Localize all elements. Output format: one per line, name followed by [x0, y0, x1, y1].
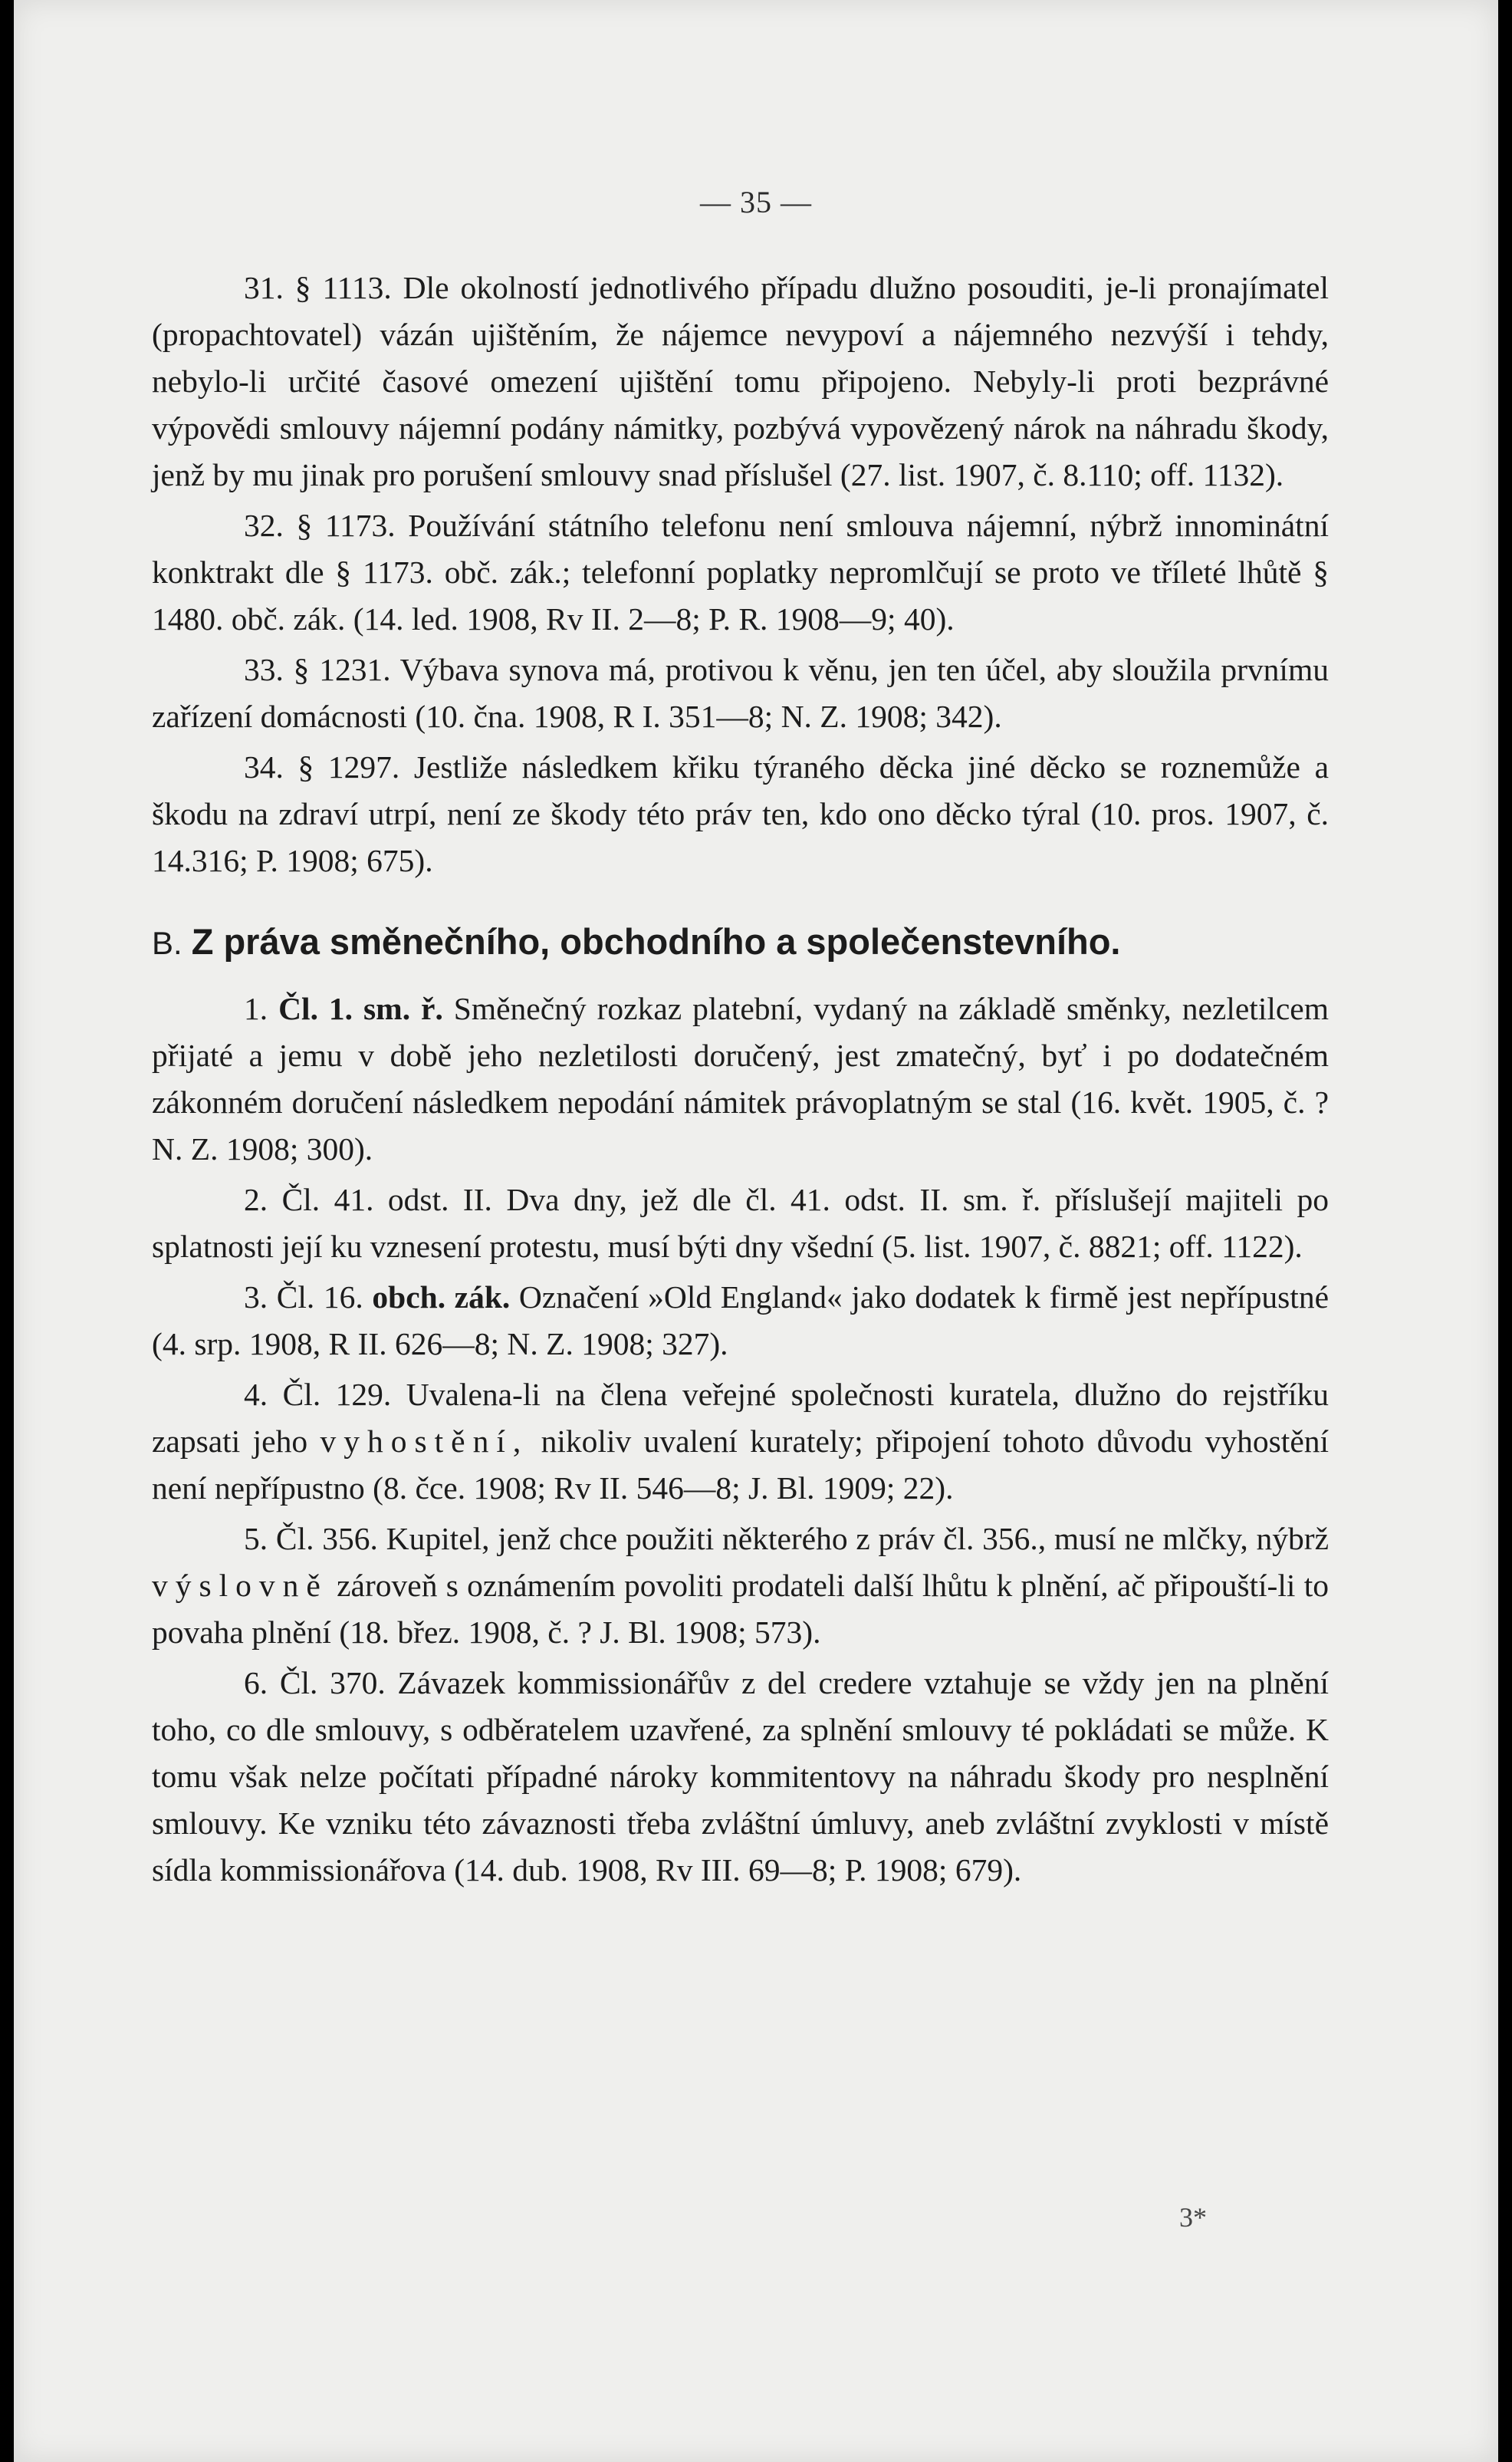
entry-text: Výbava synova má, protivou k věnu, jen ten účel, aby sloužila prvnímu zařízení domácnosti (10. čna. 1908, R I. 351—8; N. Z. 1908; 342).: [152, 652, 1329, 734]
scan-edge: [1498, 0, 1512, 2462]
entry-reference: Čl. 16.: [276, 1279, 363, 1315]
entry-text: Dva dny, jež dle čl. 41. odst. II. sm. ř. příslušejí majiteli po splatnosti její ku vznesení protestu, musí býti dny všední (5. list. 1907, č. 8821; off. 1122).: [152, 1182, 1330, 1264]
entry-text-cont: zároveň s oznámením povoliti prodateli další lhůtu k plnění, ač připouští-li to povaha plnění (18. břez. 1908, č. ? J. Bl. 1908; 573).: [152, 1568, 1329, 1650]
entry-emphasis: výslovně: [152, 1568, 328, 1603]
entry-b1: [152, 986, 1329, 1173]
page-number: — 35 —: [700, 185, 812, 219]
entry-reference: Čl. 41. odst. II.: [281, 1182, 492, 1217]
entry-b3: [152, 1274, 1329, 1368]
entry-number: 31. § 1113.: [244, 270, 392, 305]
entry-text: Jestliže následkem křiku týraného děcka jiné děcko se roznemůže a škodu na zdraví utrpí, není ze škody této práv ten, kdo ono děcko týral (10. pros. 1907, č. 14.316; P. 1908; 675).: [152, 749, 1329, 878]
entry-number: 4.: [244, 1377, 268, 1412]
entry-34: [152, 744, 1329, 884]
entry-number: 1.: [244, 991, 268, 1026]
entry-b6: [152, 1660, 1329, 1894]
entry-number: 33. § 1231.: [244, 652, 391, 687]
entry-number: 32. § 1173.: [244, 508, 396, 543]
entry-reference-bold: obch. zák.: [372, 1279, 511, 1315]
entry-31: [152, 265, 1329, 499]
entry-b2: [152, 1177, 1329, 1270]
entry-number: 5.: [244, 1521, 268, 1556]
entry-text: Směnečný rozkaz platební, vydaný na základě směnky, nezletilcem přijaté a jemu v době jeho nezletilosti doručený, jest zmatečný, byť i po dodatečném zákonném doručení následkem nepodání námitek právoplatným se stal (16. květ. 1905, č. ? N. Z. 1908; 300).: [152, 991, 1330, 1167]
entry-b4: [152, 1371, 1329, 1512]
entry-number: 3.: [244, 1279, 268, 1315]
page-body: [152, 265, 1329, 1898]
entry-reference: Čl. 370.: [279, 1665, 386, 1700]
entry-number: 6.: [244, 1665, 268, 1700]
entry-number: 2.: [244, 1182, 268, 1217]
entry-text: Dle okolností jednotlivého případu dlužno posouditi, je-li pronajímatel (propachtovatel) vázán ujištěním, že nájemce nevypoví a nájemného nezvýší i tehdy, nebylo-li určité časové omezení ujištění tomu připojeno. Nebyly-li proti bezprávné výpovědi smlouvy nájemní podány námitky, pozbývá vypovězený nárok na náhradu škody, jenž by mu jinak pro porušení smlouvy snad příslušel (27. list. 1907, č. 8.110; off. 1132).: [152, 270, 1329, 492]
entry-text: Závazek kommissionářův z del credere vztahuje se vždy jen na plnění toho, co dle smlouvy, s odběratelem uzavřené, za splnění smlouvy té pokládati se může. K tomu však nelze počítati případné nároky kommitentovy na náhradu škody pro nesplnění smlouvy. Ke vzniku této závaznosti třeba zvláštní úmluvy, aneb zvláštní zvyklosti v místě sídla kommissionářova (14. dub. 1908, Rv III. 69—8; P. 1908; 679).: [152, 1665, 1330, 1888]
section-title: Z práva směnečního, obchodního a společenstevního.: [191, 921, 1121, 962]
signature-mark: 3*: [1179, 2202, 1207, 2233]
entry-32: [152, 502, 1329, 643]
entry-number: 34. § 1297.: [244, 749, 400, 785]
section-letter: B.: [152, 925, 182, 961]
entry-text: Kupitel, jenž chce použiti některého z práv čl. 356., musí ne mlčky, nýbrž: [386, 1521, 1330, 1556]
entry-33: [152, 647, 1329, 740]
entry-text: Označení »Old England« jako dodatek k firmě jest nepřípustné (4. srp. 1908, R II. 626—8; N. Z. 1908; 327).: [152, 1279, 1330, 1361]
entry-text: Uvalena-li na člena veřejné společnosti kuratela, dlužno do rejstříku zapsati jeho: [152, 1377, 1330, 1459]
book-page: [14, 0, 1498, 2462]
entry-emphasis: vyhostění,: [320, 1424, 529, 1459]
entry-b5: [152, 1516, 1329, 1656]
entry-reference: Čl. 356.: [275, 1521, 378, 1556]
entry-reference: Čl. 129.: [282, 1377, 392, 1412]
entry-text: Používání státního telefonu není smlouva nájemní, nýbrž innominátní konktrakt dle § 1173. obč. zák.; telefonní poplatky nepromlčují se proto ve tříleté lhůtě § 1480. obč. zák. (14. led. 1908, Rv II. 2—8; P. R. 1908—9; 40).: [152, 508, 1329, 637]
section-heading-b: [152, 915, 1329, 970]
entry-text-cont: nikoliv uvalení kurately; připojení tohoto důvodu vyhostění není nepřípustno (8. čce. 1908; Rv II. 546—8; J. Bl. 1909; 22).: [152, 1424, 1330, 1506]
entry-reference: Čl. 1. sm. ř.: [278, 991, 443, 1026]
